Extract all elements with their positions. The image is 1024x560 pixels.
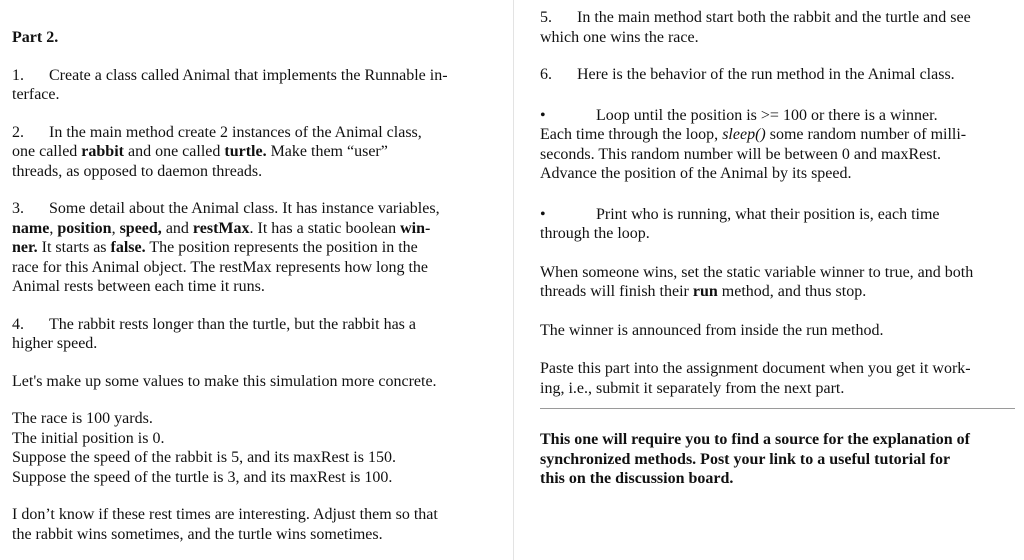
values-intro: Let's make up some values to make this simulation more concrete. (12, 372, 437, 390)
item-1-number: 1. (12, 66, 24, 84)
right-column (540, 0, 1015, 489)
item-4-number: 4. (12, 315, 24, 333)
item-1: 1. Create a class called Animal that implements the Runnable in- terface. (12, 66, 448, 103)
column-divider (513, 0, 514, 560)
item-4: 4. The rabbit rests longer than the turtle, but the rabbit has a higher speed. (12, 315, 416, 352)
winner-paragraph: When someone wins, set the static variable winner to true, and both threads will finish their run method, and thus stop. (540, 263, 974, 300)
horizontal-rule (540, 408, 1015, 409)
item-5: 5. In the main method start both the rabbit and the turtle and see which one wins the race. (540, 9, 971, 46)
item-6-number: 6. (540, 66, 552, 83)
value-line: The initial position is 0. (12, 429, 165, 447)
announce-paragraph: The winner is announced from inside the run method. (540, 321, 884, 339)
paste-paragraph: Paste this part into the assignment document when you get it work- ing, i.e., submit it separately from the next part. (540, 360, 971, 397)
item-2: 2. In the main method create 2 instances of the Animal class, one called rabbit and one called turtle. Make them “user” threads, as opposed to daemon threads. (12, 123, 422, 180)
item-3: 3. Some detail about the Animal class. It has instance variables, name, position, speed, and restMax. It has a static boolean win- ner. It starts as false. The position represents the position in the race for this Animal object. The restMax represents how long the Animal rests between each time it runs. (12, 200, 440, 295)
closing-paragraph: I don’t know if these rest times are interesting. Adjust them so that the rabbit wins sometimes, and the turtle wins sometimes. (12, 506, 438, 543)
part-title: Part 2. (12, 29, 59, 46)
bullet-2: • Print who is running, what their position is, each time through the loop. (540, 205, 940, 242)
values-list (12, 409, 502, 487)
item-3-number: 3. (12, 200, 24, 217)
item-6: 6. Here is the behavior of the run method in the Animal class. (540, 66, 955, 83)
bullet-icon: • (540, 106, 546, 124)
value-line: Suppose the speed of the rabbit is 5, and its maxRest is 150. (12, 449, 396, 466)
bold-note: This one will require you to find a source for the explanation of synchronized methods. Post your link to a useful tutorial for this on the discussion board. (540, 431, 970, 487)
value-line: Suppose the speed of the turtle is 3, and its maxRest is 100. (12, 468, 393, 486)
item-2-number: 2. (12, 123, 24, 141)
bullet-icon: • (540, 205, 546, 223)
item-5-number: 5. (540, 9, 552, 26)
left-column (12, 0, 502, 544)
value-line: The race is 100 yards. (12, 410, 153, 427)
bullet-1: • Loop until the position is >= 100 or there is a winner. Each time through the loop, sleep() some random number of milli- seconds. This random number will be between 0 and maxRest. Advance the position of the Animal by its speed. (540, 106, 967, 182)
